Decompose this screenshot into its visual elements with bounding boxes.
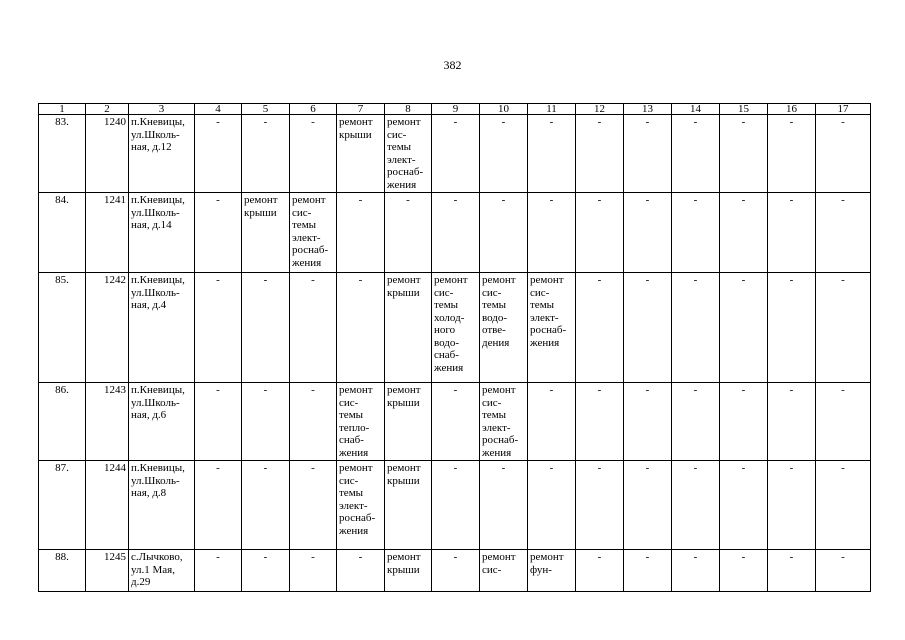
address-cell: п.Кневицы, ул.Школь- ная, д.4 [129, 273, 195, 383]
empty-cell: - [816, 273, 871, 383]
empty-cell: - [576, 193, 624, 273]
empty-cell: - [242, 273, 290, 383]
empty-cell: - [195, 273, 242, 383]
column-header: 13 [624, 104, 672, 115]
empty-cell: - [624, 461, 672, 550]
table-row [39, 383, 871, 461]
empty-cell: - [672, 461, 720, 550]
row-number-cell: 87. [39, 461, 86, 550]
empty-cell: - [290, 461, 337, 550]
work-cell: ремонт крыши [385, 461, 432, 550]
empty-cell: - [672, 193, 720, 273]
empty-cell: - [480, 193, 528, 273]
column-header: 11 [528, 104, 576, 115]
empty-cell: - [432, 383, 480, 461]
column-header: 16 [768, 104, 816, 115]
empty-cell: - [576, 115, 624, 193]
empty-cell: - [768, 550, 816, 592]
column-header: 4 [195, 104, 242, 115]
empty-cell: - [528, 115, 576, 193]
column-header: 2 [86, 104, 129, 115]
empty-cell: - [480, 461, 528, 550]
empty-cell: - [195, 383, 242, 461]
row-number-cell: 85. [39, 273, 86, 383]
empty-cell: - [432, 115, 480, 193]
empty-cell: - [528, 193, 576, 273]
empty-cell: - [672, 550, 720, 592]
empty-cell: - [720, 383, 768, 461]
column-header: 10 [480, 104, 528, 115]
empty-cell: - [195, 115, 242, 193]
empty-cell: - [720, 550, 768, 592]
empty-cell: - [624, 193, 672, 273]
empty-cell: - [337, 193, 385, 273]
table-row [39, 115, 871, 193]
empty-cell: - [816, 550, 871, 592]
column-header: 15 [720, 104, 768, 115]
empty-cell: - [242, 461, 290, 550]
empty-cell: - [816, 383, 871, 461]
empty-cell: - [624, 273, 672, 383]
empty-cell: - [432, 461, 480, 550]
column-header: 8 [385, 104, 432, 115]
column-header: 7 [337, 104, 385, 115]
empty-cell: - [672, 273, 720, 383]
empty-cell: - [242, 383, 290, 461]
empty-cell: - [242, 115, 290, 193]
empty-cell: - [672, 383, 720, 461]
code-cell: 1242 [86, 273, 129, 383]
work-cell: ремонт крыши [385, 383, 432, 461]
empty-cell: - [337, 550, 385, 592]
empty-cell: - [576, 550, 624, 592]
work-cell: ремонт сис- [480, 550, 528, 592]
empty-cell: - [242, 550, 290, 592]
work-cell: ремонт сис- темы элект- роснаб- жения [337, 461, 385, 550]
empty-cell: - [290, 273, 337, 383]
empty-cell: - [624, 115, 672, 193]
address-cell: п.Кневицы, ул.Школь- ная, д.14 [129, 193, 195, 273]
empty-cell: - [576, 383, 624, 461]
row-number-cell: 84. [39, 193, 86, 273]
column-header: 9 [432, 104, 480, 115]
empty-cell: - [337, 273, 385, 383]
code-cell: 1245 [86, 550, 129, 592]
column-header: 5 [242, 104, 290, 115]
empty-cell: - [720, 193, 768, 273]
data-table [38, 103, 871, 592]
empty-cell: - [528, 461, 576, 550]
empty-cell: - [480, 115, 528, 193]
empty-cell: - [768, 115, 816, 193]
code-cell: 1243 [86, 383, 129, 461]
empty-cell: - [576, 461, 624, 550]
empty-cell: - [768, 383, 816, 461]
column-header: 17 [816, 104, 871, 115]
empty-cell: - [195, 461, 242, 550]
row-number-cell: 88. [39, 550, 86, 592]
work-cell: ремонт сис- темы элект- роснаб- жения [480, 383, 528, 461]
page-number: 382 [443, 58, 462, 72]
empty-cell: - [195, 193, 242, 273]
empty-cell: - [290, 383, 337, 461]
empty-cell: - [624, 550, 672, 592]
empty-cell: - [576, 273, 624, 383]
work-cell: ремонт крыши [385, 550, 432, 592]
code-cell: 1241 [86, 193, 129, 273]
empty-cell: - [195, 550, 242, 592]
empty-cell: - [720, 115, 768, 193]
empty-cell: - [432, 193, 480, 273]
work-cell: ремонт сис- темы холод- ного водо- снаб- жения [432, 273, 480, 383]
work-cell: ремонт крыши [385, 273, 432, 383]
work-cell: ремонт сис- темы водо- отве- дения [480, 273, 528, 383]
empty-cell: - [720, 461, 768, 550]
empty-cell: - [720, 273, 768, 383]
table-row [39, 273, 871, 383]
empty-cell: - [290, 550, 337, 592]
address-cell: п.Кневицы, ул.Школь- ная, д.12 [129, 115, 195, 193]
row-number-cell: 83. [39, 115, 86, 193]
work-cell: ремонт сис- темы тепло- снаб- жения [337, 383, 385, 461]
empty-cell: - [768, 193, 816, 273]
empty-cell: - [768, 273, 816, 383]
empty-cell: - [672, 115, 720, 193]
work-cell: ремонт сис- темы элект- роснаб- жения [528, 273, 576, 383]
table-row [39, 461, 871, 550]
table-row [39, 193, 871, 273]
column-header: 1 [39, 104, 86, 115]
address-cell: п.Кневицы, ул.Школь- ная, д.8 [129, 461, 195, 550]
work-cell: ремонт крыши [242, 193, 290, 273]
work-cell: ремонт фун- [528, 550, 576, 592]
column-header: 3 [129, 104, 195, 115]
table-row [39, 550, 871, 592]
empty-cell: - [290, 115, 337, 193]
row-number-cell: 86. [39, 383, 86, 461]
empty-cell: - [816, 461, 871, 550]
empty-cell: - [816, 193, 871, 273]
empty-cell: - [768, 461, 816, 550]
work-cell: ремонт крыши [337, 115, 385, 193]
header-row [39, 104, 871, 115]
empty-cell: - [432, 550, 480, 592]
empty-cell: - [528, 383, 576, 461]
work-cell: ремонт сис- темы элект- роснаб- жения [385, 115, 432, 193]
work-cell: ремонт сис- темы элект- роснаб- жения [290, 193, 337, 273]
column-header: 12 [576, 104, 624, 115]
empty-cell: - [385, 193, 432, 273]
code-cell: 1244 [86, 461, 129, 550]
column-header: 6 [290, 104, 337, 115]
table-body [39, 115, 871, 592]
address-cell: с.Лычково, ул.1 Мая, д.29 [129, 550, 195, 592]
address-cell: п.Кневицы, ул.Школь- ная, д.6 [129, 383, 195, 461]
empty-cell: - [816, 115, 871, 193]
empty-cell: - [624, 383, 672, 461]
column-header: 14 [672, 104, 720, 115]
code-cell: 1240 [86, 115, 129, 193]
